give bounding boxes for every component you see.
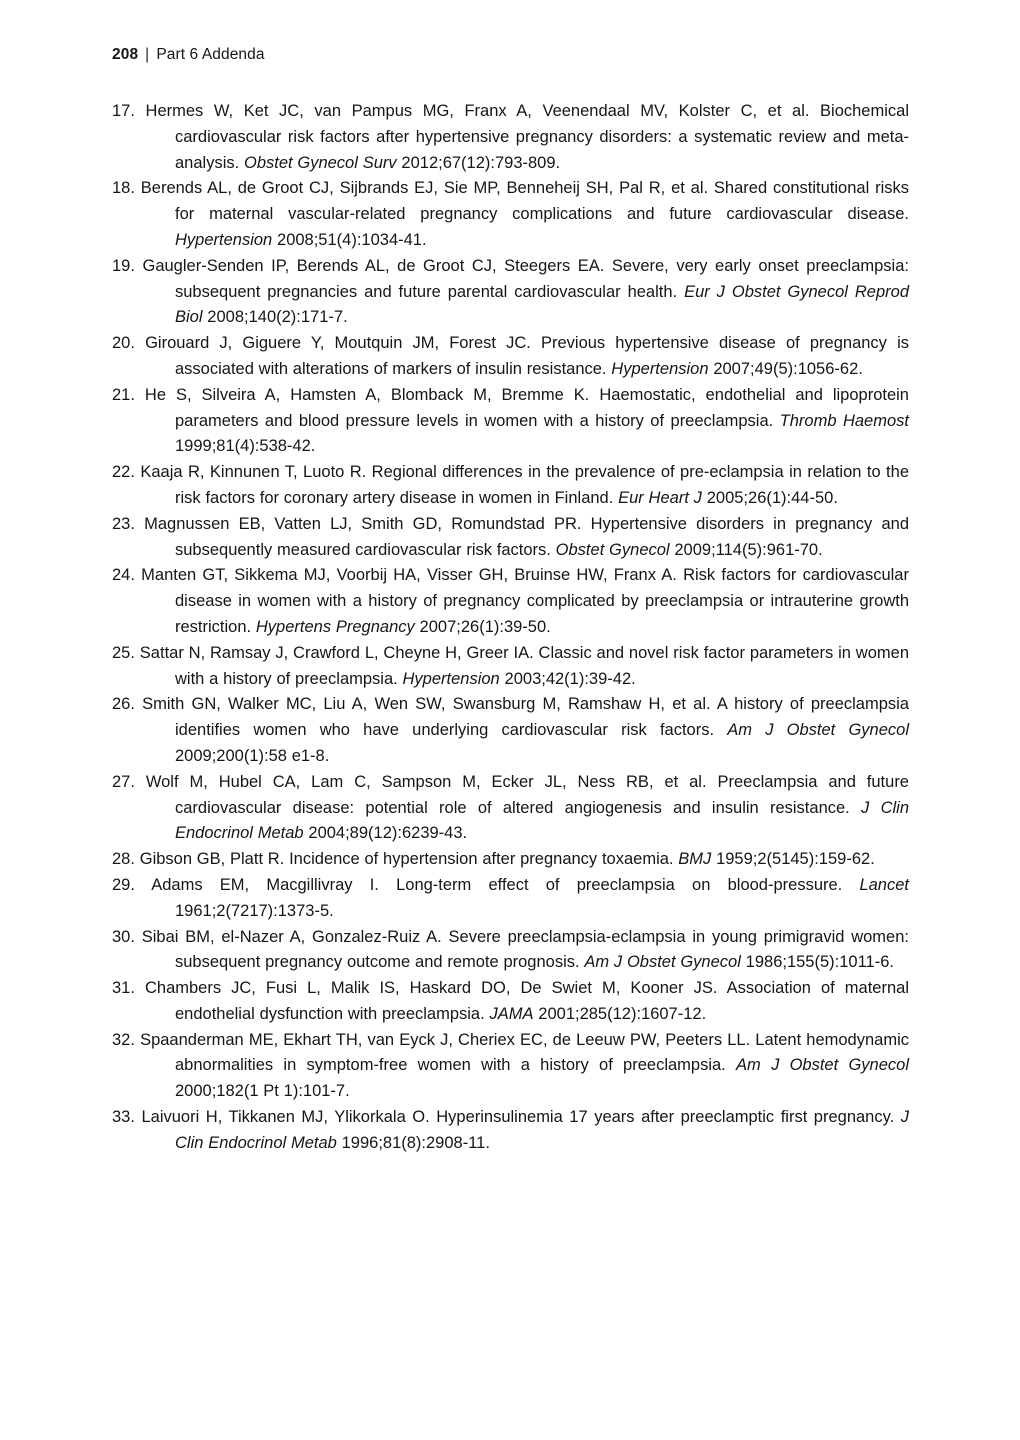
- reference-item: [112, 692, 909, 769]
- reference-item: [112, 331, 909, 383]
- reference-number: 19.: [112, 256, 135, 275]
- reference-item: [112, 176, 909, 253]
- reference-number: 26.: [112, 695, 135, 714]
- reference-text: 1959;2(5145):159-62.: [711, 850, 875, 869]
- reference-number: 27.: [112, 772, 135, 791]
- journal-name: Thromb Haemost: [779, 411, 909, 430]
- reference-text: 2005;26(1):44-50.: [701, 488, 838, 507]
- journal-name: Lancet: [859, 875, 909, 894]
- reference-number: 31.: [112, 979, 135, 998]
- reference-text: 2007;49(5):1056-62.: [708, 359, 863, 378]
- reference-text: Magnussen EB, Vatten LJ, Smith GD, Romundstad PR. Hypertensive disorders in pregnancy and subsequently measured cardiovascular risk factors.: [144, 514, 909, 559]
- journal-name: Hypertens Pregnancy: [255, 617, 415, 636]
- reference-item: [112, 847, 909, 873]
- reference-text: 2009;200(1):58 e1-8.: [175, 746, 330, 765]
- reference-number: 25.: [112, 643, 135, 662]
- journal-name: Hypertension: [175, 230, 273, 249]
- reference-text: Kaaja R, Kinnunen T, Luoto R. Regional differences in the prevalence of pre-eclampsia in relation to the risk factors for coronary artery disease in women in Finland.: [140, 463, 909, 507]
- reference-item: [112, 976, 909, 1028]
- reference-number: 33.: [112, 1108, 135, 1127]
- journal-name: J Clin Endocrinol Metab: [175, 1108, 909, 1152]
- journal-name: Hypertension: [402, 669, 500, 688]
- reference-text: Manten GT, Sikkema MJ, Voorbij HA, Visser GH, Bruinse HW, Franx A. Risk factors for cardiovascular disease in women with a history of pregnancy complicated by preeclampsia or intrauterine growth restriction.: [141, 566, 909, 636]
- journal-name: Hypertension: [611, 359, 709, 378]
- reference-text: 2001;285(12):1607-12.: [533, 1004, 707, 1023]
- reference-number: 32.: [112, 1030, 135, 1049]
- reference-text: 1999;81(4):538-42.: [175, 437, 316, 456]
- journal-name: JAMA: [489, 1004, 534, 1023]
- journal-name: Eur Heart J: [618, 488, 702, 507]
- reference-text: Smith GN, Walker MC, Liu A, Wen SW, Swansburg M, Ramshaw H, et al. A history of preeclampsia identifies women who have underlying cardiovascular risk factors.: [142, 695, 910, 740]
- reference-text: Spaanderman ME, Ekhart TH, van Eyck J, Cheriex EC, de Leeuw PW, Peeters LL. Latent hemodynamic abnormalities in symptom-free women with a history of preeclampsia.: [140, 1030, 909, 1075]
- reference-item: [112, 925, 909, 977]
- reference-item: [112, 254, 909, 331]
- reference-text: Laivuori H, Tikkanen MJ, Ylikorkala O. Hyperinsulinemia 17 years after preeclamptic first pregnancy.: [141, 1108, 901, 1127]
- header-separator: |: [145, 46, 150, 63]
- reference-text: 2000;182(1 Pt 1):101-7.: [175, 1082, 350, 1101]
- reference-text: Chambers JC, Fusi L, Malik IS, Haskard DO, De Swiet M, Kooner JS. Association of maternal endothelial dysfunction with preeclampsia.: [144, 979, 909, 1023]
- reference-list: [112, 99, 909, 1157]
- section-title: Part 6 Addenda: [156, 46, 265, 63]
- reference-text: Girouard J, Giguere Y, Moutquin JM, Forest JC. Previous hypertensive disease of pregnancy is associated with alterations of markers of insulin resistance.: [145, 334, 909, 378]
- reference-item: [112, 99, 909, 176]
- reference-item: [112, 641, 909, 693]
- journal-name: Am J Obstet Gynecol: [727, 721, 909, 740]
- reference-number: 23.: [112, 514, 135, 533]
- journal-name: Obstet Gynecol Surv: [243, 153, 397, 172]
- reference-text: Adams EM, Macgillivray I. Long-term effect of preeclampsia on blood-pressure.: [151, 875, 860, 894]
- reference-item: [112, 383, 909, 460]
- reference-item: [112, 873, 909, 925]
- reference-text: 2004;89(12):6239-43.: [303, 824, 468, 843]
- reference-item: [112, 1105, 909, 1157]
- reference-number: 29.: [112, 875, 135, 894]
- reference-text: Berends AL, de Groot CJ, Sijbrands EJ, Sie MP, Benneheij SH, Pal R, et al. Shared constitutional risks for maternal vascular-related pregnancy complications and future cardiovascular disease.: [140, 179, 909, 224]
- reference-number: 22.: [112, 463, 135, 482]
- reference-number: 30.: [112, 927, 135, 946]
- reference-number: 21.: [112, 385, 135, 404]
- journal-name: Am J Obstet Gynecol: [584, 953, 741, 972]
- reference-number: 18.: [112, 179, 135, 198]
- reference-text: 2012;67(12):793-809.: [396, 153, 561, 172]
- journal-name: Eur J Obstet Gynecol Reprod Biol: [175, 282, 909, 327]
- reference-text: 2008;140(2):171-7.: [202, 308, 348, 327]
- reference-text: Sibai BM, el-Nazer A, Gonzalez-Ruiz A. Severe preeclampsia-eclampsia in young primigravid women: subsequent pregnancy outcome and remote prognosis.: [141, 927, 909, 972]
- reference-text: 2009;114(5):961-70.: [669, 540, 823, 559]
- journal-name: BMJ: [678, 850, 712, 869]
- reference-text: Wolf M, Hubel CA, Lam C, Sampson M, Ecker JL, Ness RB, et al. Preeclampsia and future cardiovascular disease: potential role of altered angiogenesis and insulin resistance.: [145, 772, 909, 817]
- journal-name: Obstet Gynecol: [555, 540, 670, 559]
- reference-text: Gaugler-Senden IP, Berends AL, de Groot CJ, Steegers EA. Severe, very early onset preeclampsia: subsequent pregnancies and future parental cardiovascular health.: [142, 256, 909, 301]
- reference-item: [112, 460, 909, 512]
- reference-number: 17.: [112, 102, 135, 120]
- reference-item: [112, 1028, 909, 1105]
- journal-name: Am J Obstet Gynecol: [736, 1056, 909, 1075]
- reference-text: 1961;2(7217):1373-5.: [175, 901, 334, 920]
- reference-text: 1986;155(5):1011-6.: [740, 953, 894, 972]
- page-number: 208: [112, 46, 139, 63]
- reference-text: 2003;42(1):39-42.: [499, 669, 636, 688]
- reference-item: [112, 770, 909, 847]
- reference-text: 2008;51(4):1034-41.: [272, 230, 427, 249]
- reference-text: Gibson GB, Platt R. Incidence of hypertension after pregnancy toxaemia.: [139, 850, 679, 869]
- reference-text: 1996;81(8):2908-11.: [336, 1133, 490, 1152]
- reference-text: Sattar N, Ramsay J, Crawford L, Cheyne H, Greer IA. Classic and novel risk factor parameters in women with a history of preeclampsia.: [139, 643, 909, 688]
- reference-item: [112, 512, 909, 564]
- reference-number: 28.: [112, 850, 135, 869]
- page-header: [112, 46, 265, 64]
- journal-name: J Clin Endocrinol Metab: [175, 798, 909, 843]
- reference-text: 2007;26(1):39-50.: [414, 617, 551, 636]
- reference-text: He S, Silveira A, Hamsten A, Blomback M, Bremme K. Haemostatic, endothelial and lipoprotein parameters and blood pressure levels in women with a history of preeclampsia.: [144, 385, 909, 430]
- reference-item: [112, 563, 909, 640]
- reference-number: 20.: [112, 334, 135, 353]
- reference-text: Hermes W, Ket JC, van Pampus MG, Franx A, Veenendaal MV, Kolster C, et al. Biochemical cardiovascular risk factors after hypertensive pregnancy disorders: a systematic review and meta-analysis.: [145, 102, 909, 172]
- reference-number: 24.: [112, 566, 135, 585]
